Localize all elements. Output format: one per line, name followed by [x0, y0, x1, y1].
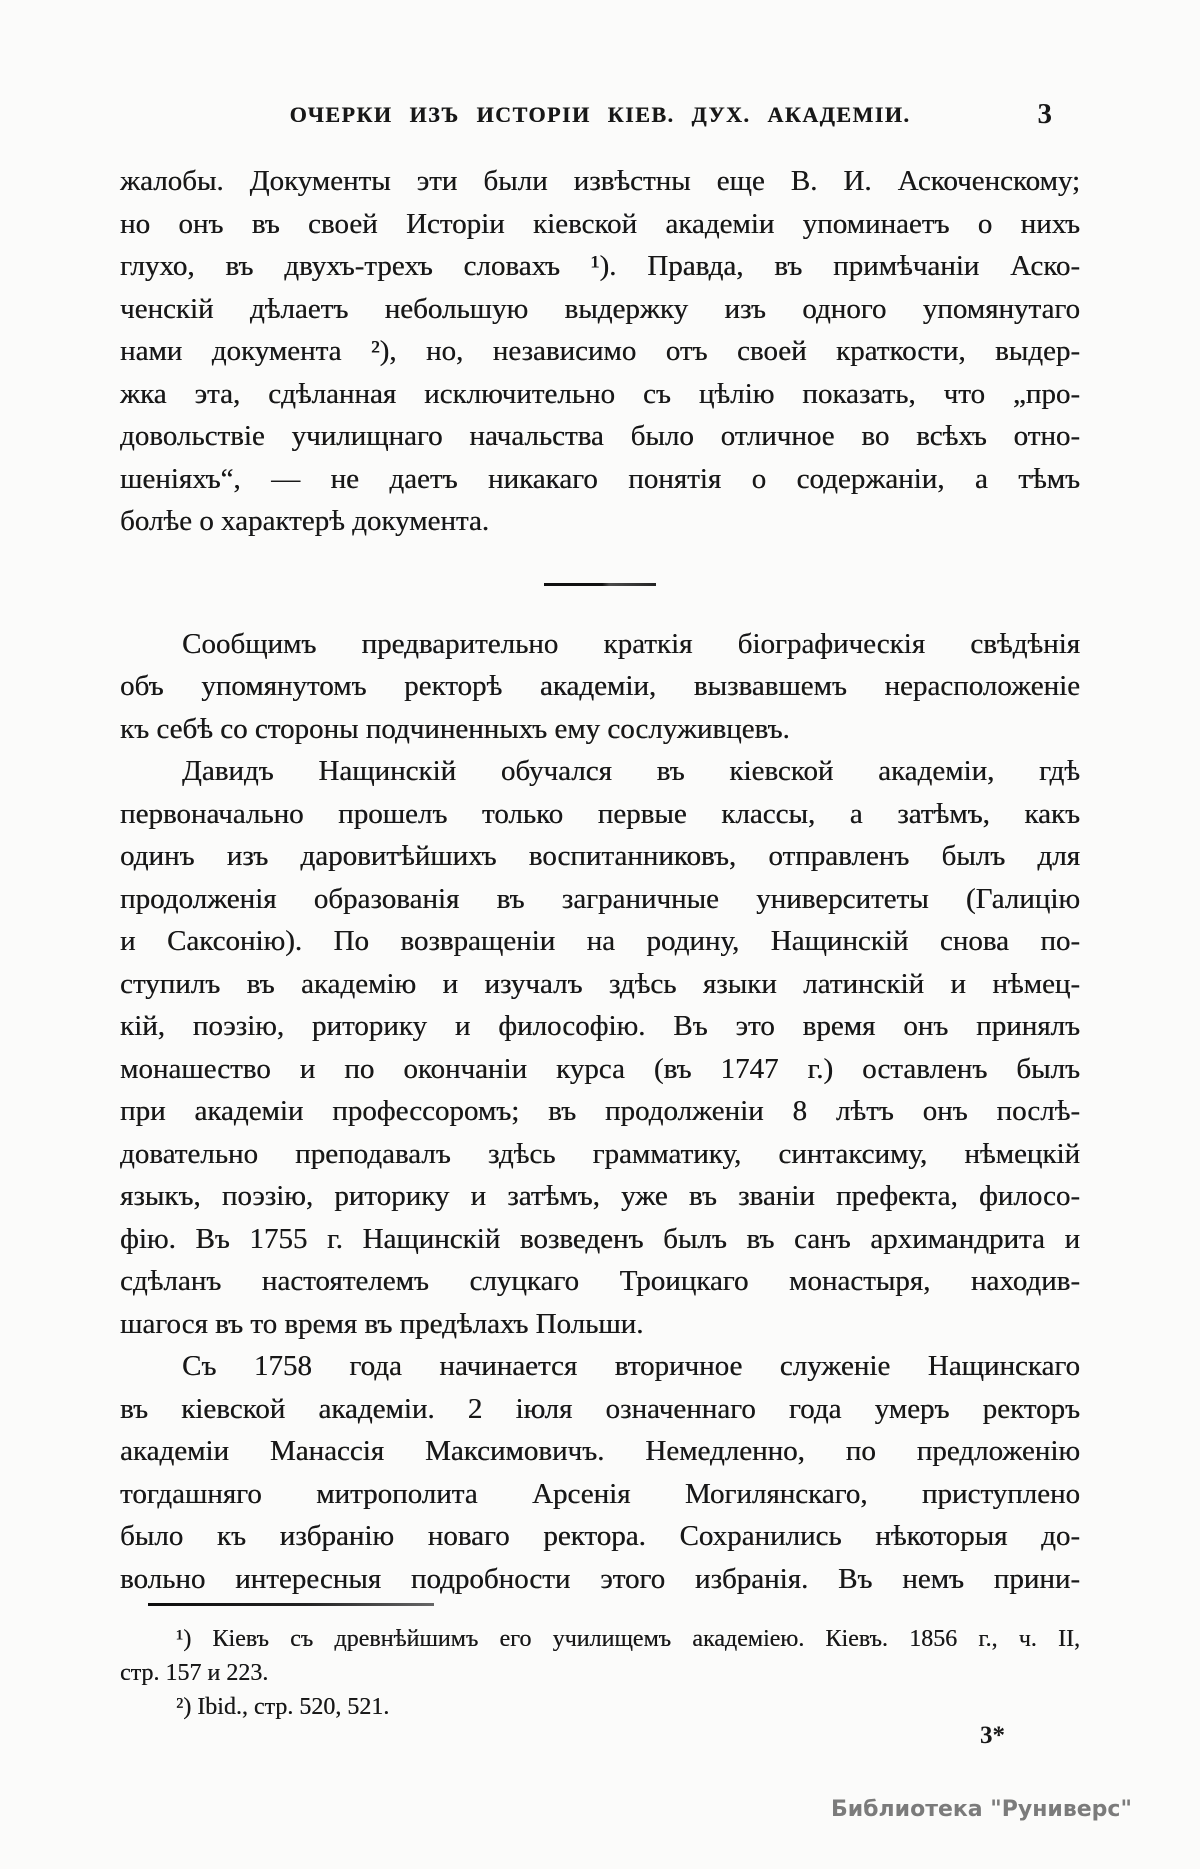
- text-line: продолженія образованія въ заграничные университеты (Галицію: [120, 882, 1080, 915]
- text-line: ченскій дѣлаетъ небольшую выдержку изъ одного упомянутаго: [120, 292, 1080, 325]
- text-line: Сообщимъ предварительно краткія біографическія свѣдѣнія: [182, 627, 1080, 660]
- signature-mark: 3*: [980, 1722, 1005, 1749]
- section-divider: [544, 583, 656, 586]
- text-line: довательно преподавалъ здѣсь грамматику, синтаксиму, нѣмецкій: [120, 1137, 1080, 1170]
- text-line: академіи Манассія Максимовичъ. Немедленно, по предложенію: [120, 1435, 1080, 1467]
- text-line: въ кіевской академіи. 2 іюля означеннаго года умеръ ректоръ: [120, 1392, 1080, 1425]
- text-line: жка эта, сдѣланная исключительно съ цѣлію показать, что „про-: [120, 377, 1080, 410]
- page-number: 3: [1037, 98, 1052, 130]
- text-line: но онъ въ своей Исторіи кіевской академіи упоминаетъ о нихъ: [120, 207, 1080, 240]
- paragraph: [120, 623, 1080, 751]
- body-text: [120, 160, 1080, 1600]
- text-line: при академіи профессоромъ; въ продолженіи 8 лѣтъ онъ послѣ-: [120, 1095, 1080, 1127]
- text-line: Давидъ Нащинскій обучался въ кіевской академіи, гдѣ: [182, 755, 1080, 787]
- running-header: [120, 98, 1080, 130]
- paragraph: [120, 160, 1080, 543]
- text-line: тогдашняго митрополита Арсенія Могилянскаго, приступлено: [120, 1477, 1080, 1510]
- text-line: одинъ изъ даровитѣйшихъ воспитанниковъ, отправленъ былъ для: [120, 840, 1080, 872]
- header-title: ОЧЕРКИ ИЗЪ ИСТОРІИ КІЕВ. ДУХ. АКАДЕМІИ.: [289, 102, 911, 127]
- text-line: вольно интересныя подробности этого избранія. Въ немъ прини-: [120, 1562, 1080, 1595]
- text-line: и Саксонію). По возвращеніи на родину, Нащинскій снова по-: [120, 925, 1080, 957]
- text-line: фію. Въ 1755 г. Нащинскій возведенъ былъ въ санъ архимандрита и: [120, 1222, 1080, 1255]
- text-line: шагося въ то время въ предѣлахъ Польши.: [120, 1307, 644, 1340]
- text-line: болѣе о характерѣ документа.: [120, 505, 490, 537]
- footnote-line: ¹) Кіевъ съ древнѣйшимъ его училищемъ академіею. Кіевъ. 1856 г., ч. II,: [176, 1626, 1080, 1652]
- text-line: было къ избранію новаго ректора. Сохранились нѣкоторыя до-: [120, 1520, 1080, 1552]
- text-line: Съ 1758 года начинается вторичное служеніе Нащинскаго: [182, 1350, 1080, 1382]
- text-line: глухо, въ двухъ-трехъ словахъ ¹). Правда, въ примѣчаніи Аско-: [120, 250, 1080, 282]
- text-line: первоначально прошелъ только первые классы, а затѣмъ, какъ: [120, 797, 1080, 830]
- footnote-line: стр. 157 и 223.: [120, 1660, 269, 1686]
- text-line: шеніяхъ“, — не даетъ никакаго понятія о содержаніи, а тѣмъ: [120, 462, 1080, 495]
- text-line: объ упомянутомъ ректорѣ академіи, вызвавшемъ нерасположеніе: [120, 670, 1080, 702]
- text-line: жалобы. Документы эти были извѣстны еще В. И. Аскоченскому;: [120, 165, 1080, 197]
- text-line: нами документа ²), но, независимо отъ своей краткости, выдер-: [120, 335, 1080, 367]
- footnote-line: ²) Ibid., стр. 520, 521.: [176, 1694, 390, 1720]
- footnote-rule: [148, 1603, 434, 1606]
- footnotes: [120, 1622, 1080, 1724]
- text-line: довольствіе училищнаго начальства было отличное во всѣхъ отно-: [120, 420, 1080, 452]
- text-line: языкъ, поэзію, риторику и затѣмъ, уже въ званіи префекта, филосо-: [120, 1180, 1080, 1212]
- text-line: къ себѣ со стороны подчиненныхъ ему сослуживцевъ.: [120, 712, 790, 745]
- footnote: [120, 1622, 1080, 1690]
- text-line: кій, поэзію, риторику и философію. Въ это время онъ принялъ: [120, 1010, 1080, 1042]
- text-line: сдѣланъ настоятелемъ слуцкаго Троицкаго монастыря, находив-: [120, 1265, 1080, 1297]
- watermark: Библиотека "Руниверс": [831, 1797, 1132, 1822]
- footnote: [120, 1690, 1080, 1724]
- paragraph: [120, 1345, 1080, 1600]
- text-line: ступилъ въ академію и изучалъ здѣсь языки латинскій и нѣмец-: [120, 967, 1080, 1000]
- paragraph: [120, 750, 1080, 1345]
- text-line: монашество и по окончаніи курса (въ 1747 г.) оставленъ былъ: [120, 1052, 1080, 1085]
